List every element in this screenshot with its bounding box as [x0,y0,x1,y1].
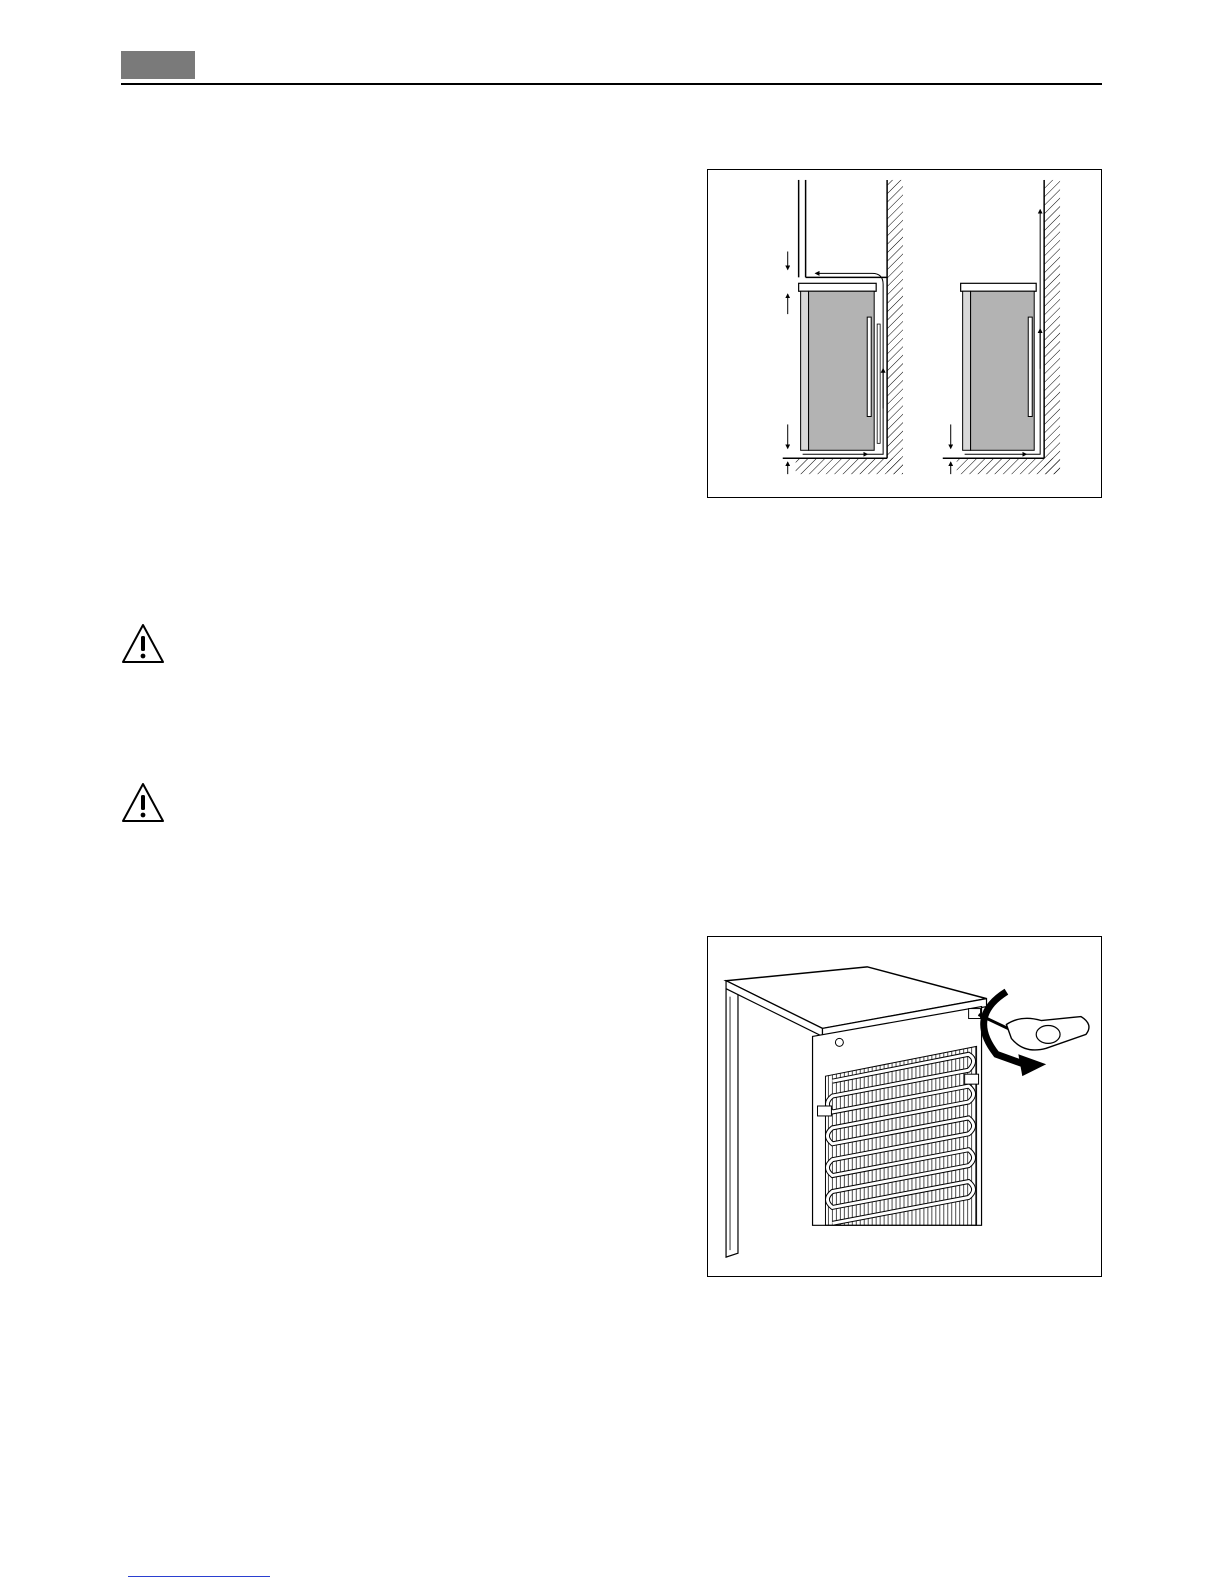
condenser-illustration-svg [708,937,1101,1276]
right-installation [943,180,1060,474]
warning-icon [120,781,166,825]
warning-icon [120,622,166,666]
ventilation-diagram [707,169,1102,498]
ventilation-diagram-svg [708,170,1101,497]
footer-link-underline[interactable] [128,1576,270,1577]
condenser-illustration [707,936,1102,1277]
header-rule [121,83,1102,85]
header-tab [121,51,195,79]
left-installation [783,180,903,474]
